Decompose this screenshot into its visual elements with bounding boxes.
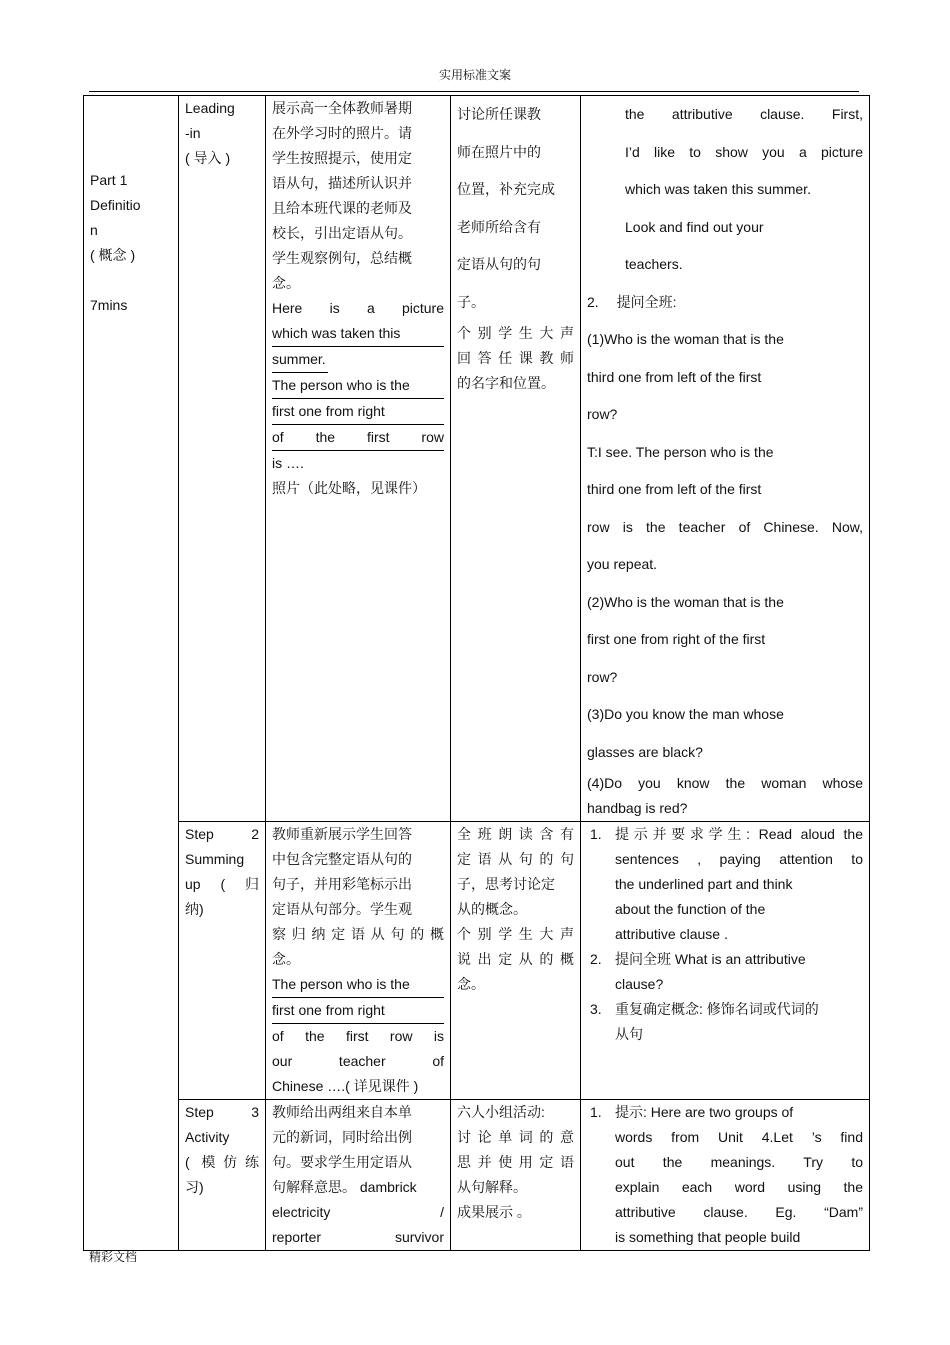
- step-cell: [179, 1100, 266, 1251]
- list-item: [587, 997, 863, 1047]
- step-label-line: 纳): [185, 901, 204, 917]
- script-line: first one from right of the first: [587, 631, 766, 647]
- step-label-line: ( 导入 ): [185, 150, 231, 166]
- list-item-line: 重复确定概念: 修饰名词或代词的: [615, 1001, 819, 1017]
- student-text-line: 六人小组活动:: [457, 1104, 545, 1120]
- example-sentence-line: which was taken this: [272, 321, 444, 347]
- list-item-line: words from Unit 4.Let ’s find: [615, 1129, 863, 1145]
- student-text-line: 个别学生大声: [457, 325, 574, 341]
- step-label-line: Step 3: [185, 1104, 259, 1120]
- teacher-text-line: 语从句，描述所认识并: [272, 175, 412, 191]
- student-text-line: 从的概念。: [457, 901, 527, 917]
- list-item-line: the underlined part and think: [615, 876, 793, 892]
- example-sentence-line: our teacher of: [272, 1053, 444, 1069]
- page-footer-note: 精彩文档: [89, 1250, 138, 1264]
- teacher-text-line: 学生按照提示，使用定: [272, 150, 412, 166]
- script-line: third one from left of the first: [587, 481, 762, 497]
- student-text-line: 讨论单词的意: [457, 1129, 574, 1145]
- header-rule: [89, 91, 859, 92]
- script-line: (1)Who is the woman that is the: [587, 331, 784, 347]
- example-sentence-line: first one from right: [272, 399, 444, 425]
- student-text-line: 个别学生大声: [457, 926, 574, 942]
- teacher-text-line: 展示高一全体教师暑期: [272, 100, 412, 116]
- prompt-list: [587, 1100, 863, 1250]
- step-label-line: 习): [185, 1179, 204, 1195]
- example-sentence-line: summer.: [272, 347, 328, 373]
- script-line: you repeat.: [587, 556, 658, 572]
- script-question-text: 提问全班:: [616, 293, 677, 310]
- script-question-number: 2.: [587, 293, 599, 310]
- student-text-line: 念。: [457, 976, 485, 992]
- step-label-line: Summing: [185, 851, 245, 867]
- list-item: [587, 822, 863, 947]
- example-sentence-line: Chinese ….( 详见课件 ): [272, 1078, 419, 1094]
- example-sentence-line: is ….: [272, 455, 304, 471]
- student-activity-cell: [451, 822, 581, 1100]
- example-sentence-line: The person who is the: [272, 373, 444, 399]
- script-line: glasses are black?: [587, 743, 703, 760]
- list-number: 1.: [590, 826, 602, 842]
- step-cell: [179, 822, 266, 1100]
- list-item-line: 提问全班 What is an attributive: [615, 951, 806, 967]
- step-label-line: Leading: [185, 100, 235, 116]
- list-item: [587, 947, 863, 997]
- example-sentence-line: The person who is the: [272, 972, 444, 998]
- example-sentence-line: of the first row: [272, 425, 444, 451]
- step-label-line: ( 模仿练: [185, 1154, 259, 1170]
- teacher-text-line: 察归纳定语从句的概: [272, 926, 444, 942]
- script-line: (3)Do you know the man whose: [587, 706, 784, 722]
- list-item-line: sentences , paying attention to: [615, 851, 863, 867]
- teacher-activity-cell: [266, 822, 451, 1100]
- example-sentence-line: first one from right: [272, 998, 444, 1024]
- list-number: 2.: [590, 951, 602, 967]
- student-text-line: 从句解释。: [457, 1179, 527, 1195]
- step-label-line: up ( 归: [185, 876, 259, 892]
- student-text-line: 全班朗读含有: [457, 826, 574, 842]
- teacher-text-line: 元的新词，同时给出例: [272, 1129, 412, 1145]
- table-row-activity: [84, 1100, 870, 1251]
- part-time: 7mins: [90, 297, 128, 313]
- student-activity-cell: [451, 1100, 581, 1251]
- step-label-line: -in: [185, 125, 201, 141]
- list-number: 1.: [590, 1104, 602, 1120]
- list-item-line: 提示并要求学生: Read aloud the: [615, 826, 863, 842]
- list-item-line: attributive clause .: [615, 926, 728, 942]
- example-sentence-line: Here is a picture: [272, 300, 444, 316]
- photo-note: 照片（此处略，见课件）: [272, 480, 426, 496]
- teacher-text-line: 在外学习时的照片。请: [272, 125, 412, 141]
- part-name-line: Definitio: [90, 197, 141, 213]
- teacher-activity-cell: [266, 96, 451, 822]
- list-item-line: 从句: [615, 1026, 643, 1042]
- page-header-title: 实用标准文案: [438, 68, 511, 82]
- script-line: T:I see. The person who is the: [587, 443, 774, 460]
- student-text-line: 位置，补充完成: [457, 181, 555, 197]
- teacher-text-line: 念。: [272, 951, 300, 967]
- teacher-text-line: 教师给出两组来自本单: [272, 1104, 412, 1120]
- list-item-line: is something that people build: [615, 1229, 801, 1245]
- student-text-line: 讨论所任课教: [457, 106, 541, 122]
- student-text-line: 师在照片中的: [457, 143, 541, 160]
- list-number: 3.: [590, 1001, 602, 1017]
- step-label-line: Activity: [185, 1129, 230, 1145]
- list-item-line: attributive clause. Eg. “Dam”: [615, 1204, 863, 1220]
- script-line: row?: [587, 668, 618, 685]
- script-line: I’d like to show you a picture: [625, 143, 863, 160]
- part-cell: [84, 96, 179, 1251]
- teacher-text-line: 中包含完整定语从句的: [272, 851, 412, 867]
- teacher-text-line: 且给本班代课的老师及: [272, 200, 412, 216]
- teacher-text-line: 句解释意思。 dambrick: [272, 1179, 417, 1195]
- list-item-line: out the meanings. Try to: [615, 1154, 863, 1170]
- student-text-line: 老师所给含有: [457, 218, 541, 235]
- teacher-text-line: 校长，引出定语从句。: [272, 225, 412, 241]
- part-subtitle: ( 概念 ): [90, 247, 136, 263]
- list-item-line: clause?: [615, 976, 664, 992]
- script-line: handbag is red?: [587, 800, 688, 816]
- list-item: [587, 1100, 863, 1250]
- teacher-text-line: 教师重新展示学生回答: [272, 826, 412, 842]
- script-line: Look and find out your: [625, 218, 764, 235]
- design-intent-cell: [581, 1100, 870, 1251]
- script-question-head: [587, 284, 863, 322]
- lesson-plan-table: [83, 95, 870, 1251]
- step-cell: [179, 96, 266, 822]
- script-line: row?: [587, 406, 618, 422]
- script-line: teachers.: [625, 256, 683, 272]
- teacher-text-line: 学生观察例句，总结概: [272, 250, 412, 266]
- script-line: (4)Do you know the woman whose: [587, 775, 863, 791]
- teacher-text-line: 句子，并用彩笔标示出: [272, 876, 412, 892]
- script-line: which was taken this summer.: [625, 181, 811, 197]
- student-text-line: 定语从句的句: [457, 256, 541, 272]
- script-line: the attributive clause. First,: [625, 106, 863, 122]
- student-text-line: 回答任课教师: [457, 350, 574, 366]
- table-row-leading-in: [84, 96, 870, 822]
- student-text-line: 说出定从的概: [457, 951, 574, 967]
- list-item-line: about the function of the: [615, 901, 766, 917]
- teacher-text-line: 念。: [272, 275, 300, 291]
- script-line: row is the teacher of Chinese. Now,: [587, 518, 863, 535]
- list-item-line: 提示: Here are two groups of: [615, 1104, 794, 1120]
- student-text-line: 定语从句的句: [457, 851, 574, 867]
- example-sentence-line: of the first row is: [272, 1028, 444, 1044]
- part-name-line: n: [90, 222, 98, 238]
- table-row-summing-up: [84, 822, 870, 1100]
- step-label-line: Step 2: [185, 826, 259, 842]
- part-name-line: Part 1: [90, 172, 128, 188]
- student-text-line: 子，思考讨论定: [457, 876, 555, 892]
- prompt-list: [587, 822, 863, 1047]
- teacher-text-line: electricity /: [272, 1204, 444, 1220]
- student-text-line: 的名字和位置。: [457, 375, 555, 391]
- teacher-text-line: 定语从句部分。学生观: [272, 901, 412, 917]
- student-activity-cell: [451, 96, 581, 822]
- script-line: (2)Who is the woman that is the: [587, 593, 784, 610]
- script-line: third one from left of the first: [587, 368, 762, 385]
- list-item-line: explain each word using the: [615, 1179, 863, 1195]
- teacher-activity-cell: [266, 1100, 451, 1251]
- student-text-line: 思并使用定语: [457, 1154, 574, 1170]
- student-text-line: 成果展示 。: [457, 1204, 531, 1220]
- design-intent-cell: [581, 822, 870, 1100]
- teacher-text-line: reporter survivor: [272, 1229, 444, 1245]
- design-intent-cell: [581, 96, 870, 822]
- student-text-line: 子。: [457, 293, 485, 310]
- teacher-text-line: 句。要求学生用定语从: [272, 1154, 412, 1170]
